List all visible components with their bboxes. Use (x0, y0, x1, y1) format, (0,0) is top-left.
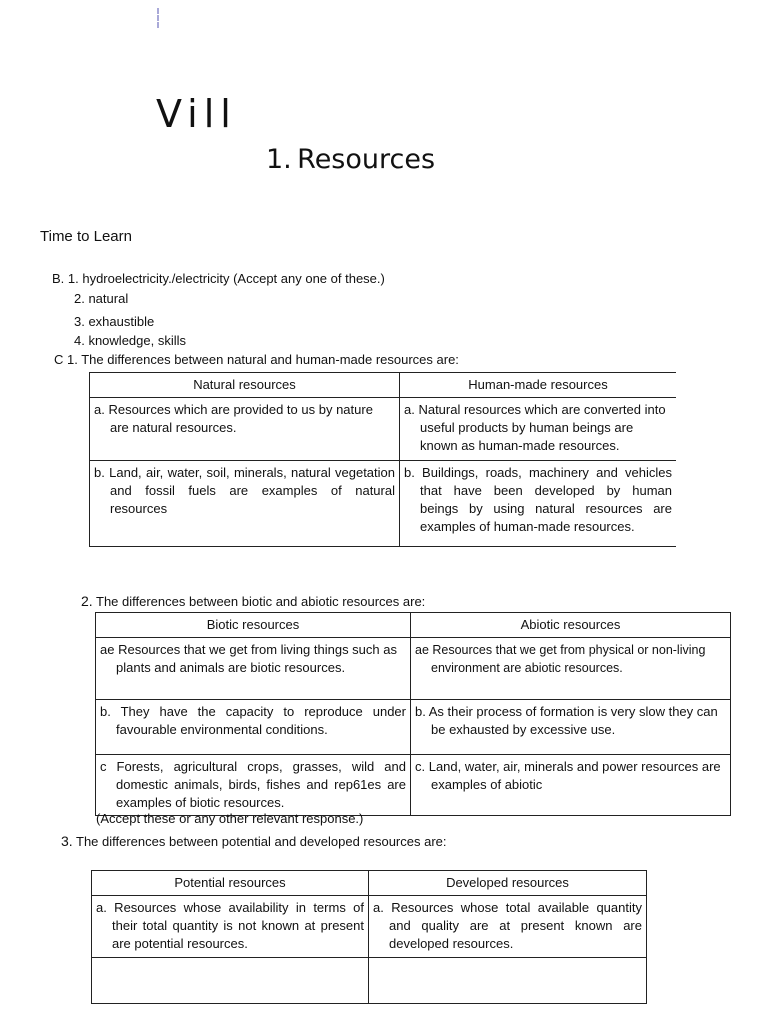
table-row (96, 755, 731, 816)
natural-vs-human-made-table (89, 372, 676, 547)
table-row (92, 958, 647, 1004)
table-row (96, 700, 731, 755)
table-cell: a. Resources which are provided to us by nature are natural resources. (90, 398, 400, 461)
accept-note: (Accept these or any other relevant response.) (96, 811, 364, 826)
answer-b1: B. 1. hydroelectricity./electricity (Accept any one of these.) (52, 271, 385, 286)
table-cell (369, 958, 647, 1004)
question-c2-number: 2. (81, 593, 93, 609)
table-header-biotic: Biotic resources (96, 613, 411, 638)
answer-b3: 3. exhaustible (74, 314, 155, 329)
table-row (92, 896, 647, 958)
table-cell: a. Resources whose availability in terms of their total quantity is not known at present are potential resources. (92, 896, 369, 958)
table-cell: b. Buildings, roads, machinery and vehicles that have been developed by human beings by using natural resources are examples of human-made resources. (400, 461, 677, 547)
table-cell (92, 958, 369, 1004)
answer-b4: 4. knowledge, skills (74, 333, 186, 348)
potential-vs-developed-table (91, 870, 647, 1004)
table-cell: c. Land, water, air, minerals and power resources are examples of abiotic (411, 755, 731, 816)
margin-mark (157, 8, 161, 28)
question-c1-intro: C 1. The differences between natural and human-made resources are: (54, 352, 459, 367)
table-header-abiotic: Abiotic resources (411, 613, 731, 638)
answer-b2: 2. natural (74, 291, 129, 306)
table-header-natural: Natural resources (90, 373, 400, 398)
table-header-developed: Developed resources (369, 871, 647, 896)
biotic-vs-abiotic-table (95, 612, 731, 816)
table-row (96, 638, 731, 700)
table-row (90, 461, 677, 547)
table-header-row (92, 871, 647, 896)
table-header-row (90, 373, 677, 398)
question-c3-number: 3. (61, 833, 73, 849)
table-cell: b. Land, air, water, soil, minerals, natural vegetation and fossil fuels are examples of natural resources (90, 461, 400, 547)
question-c2-intro: The differences between biotic and abiotic resources are: (96, 594, 426, 609)
table-cell: ae Resources that we get from physical or non-living environment are abiotic resources. (411, 638, 731, 700)
table-cell: b. As their process of formation is very slow they can be exhausted by excessive use. (411, 700, 731, 755)
table-cell: c Forests, agricultural crops, grasses, wild and domestic animals, birds, fishes and rep61es are examples of biotic resources. (96, 755, 411, 816)
chapter-title: 1. Resources (266, 144, 436, 175)
table-cell: a. Natural resources which are converted into useful products by human beings are known as human-made resources. (400, 398, 677, 461)
table-row (90, 398, 677, 461)
class-title: Vill (156, 92, 237, 136)
table-header-potential: Potential resources (92, 871, 369, 896)
table-header-row (96, 613, 731, 638)
table-cell: b. They have the capacity to reproduce under favourable environmental conditions. (96, 700, 411, 755)
question-c3-intro: The differences between potential and developed resources are: (76, 834, 447, 849)
table-cell: a. Resources whose total available quantity and quality are at present known are developed resources. (369, 896, 647, 958)
table-header-human-made: Human-made resources (400, 373, 677, 398)
table-cell: ae Resources that we get from living things such as plants and animals are biotic resources. (96, 638, 411, 700)
section-title: Time to Learn (40, 228, 132, 245)
